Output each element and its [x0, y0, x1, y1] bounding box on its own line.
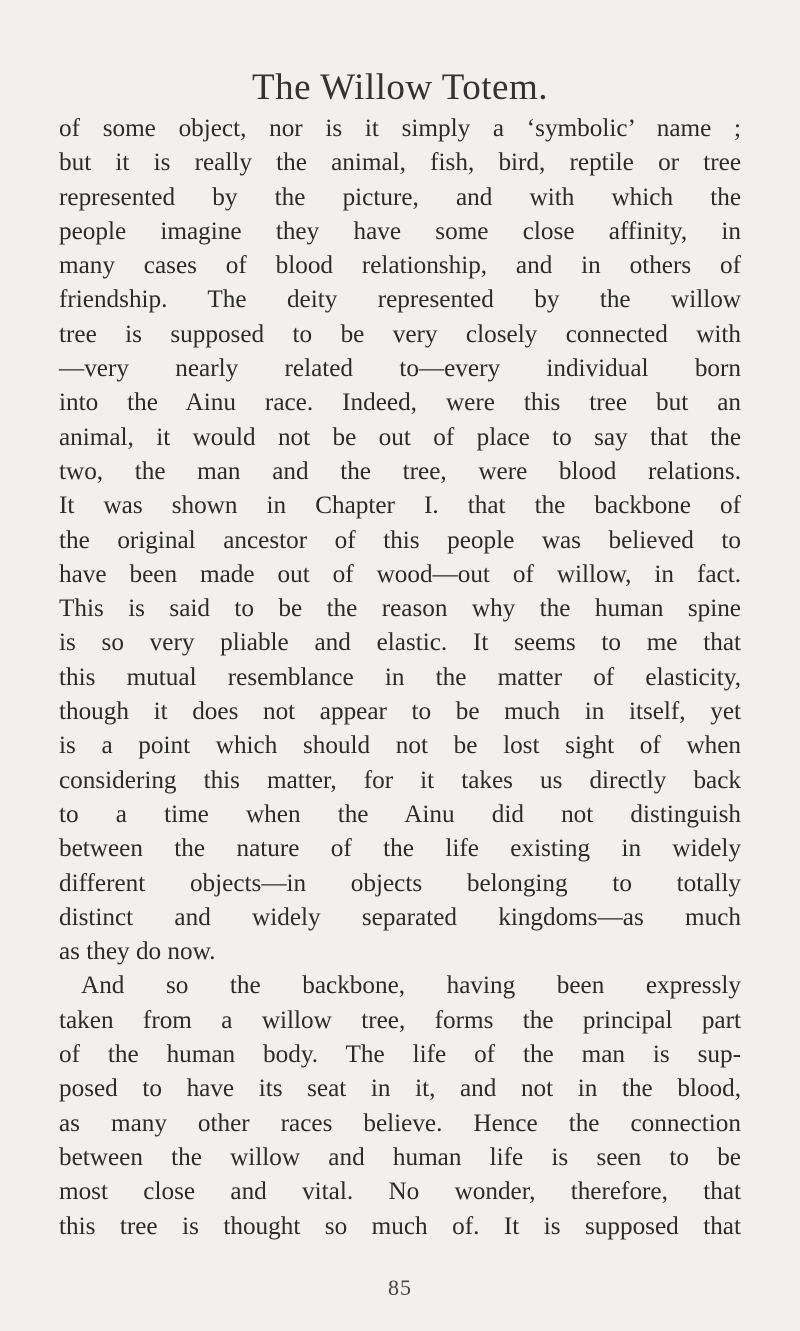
text-line: friendship. The deity represented by the willow: [59, 286, 741, 314]
text-line: though it does not appear to be much in itself, yet: [59, 698, 741, 726]
text-line: this mutual resemblance in the matter of elasticity,: [59, 663, 741, 691]
text-line: distinct and widely separated kingdoms—as much: [59, 903, 741, 931]
text-line: considering this matter, for it takes us directly back: [59, 766, 741, 794]
text-line: represented by the picture, and with which the: [59, 183, 741, 211]
paragraph-end-line: as they do now.: [59, 938, 216, 966]
text-line: this tree is thought so much of. It is supposed that: [59, 1212, 741, 1240]
page-number: 85: [388, 1275, 412, 1300]
text-line: between the nature of the life existing in widely: [59, 835, 741, 863]
text-line: people imagine they have some close affinity, in: [59, 217, 741, 245]
text-line: is so very pliable and elastic. It seems to me that: [59, 629, 741, 657]
text-line: of the human body. The life of the man is sup-: [59, 1041, 741, 1069]
running-head: The Willow Totem.: [252, 67, 548, 108]
text-line: of some object, nor is it simply a ‘symbolic’ name ;: [59, 115, 741, 142]
text-line: tree is supposed to be very closely connected with: [59, 320, 741, 348]
text-line: have been made out of wood—out of willow, in fact.: [59, 560, 741, 588]
text-line: animal, it would not be out of place to say that the: [59, 423, 741, 451]
text-line: as many other races believe. Hence the connection: [59, 1109, 741, 1137]
text-line: two, the man and the tree, were blood relations.: [59, 457, 741, 485]
text-line: different objects—in objects belonging to totally: [59, 869, 741, 897]
text-line: between the willow and human life is seen to be: [59, 1143, 741, 1171]
body-text: [59, 112, 741, 1244]
text-line: most close and vital. No wonder, therefore, that: [59, 1178, 741, 1206]
text-line: This is said to be the reason why the human spine: [59, 595, 741, 623]
text-line: to a time when the Ainu did not distinguish: [59, 800, 741, 828]
text-line: It was shown in Chapter I. that the backbone of: [59, 492, 741, 520]
text-line: taken from a willow tree, forms the principal part: [59, 1006, 741, 1034]
paragraph-start-line: And so the backbone, having been expressly: [81, 972, 741, 1000]
text-line: is a point which should not be lost sight of when: [59, 732, 741, 760]
text-line: many cases of blood relationship, and in others of: [59, 252, 741, 280]
text-line: posed to have its seat in it, and not in the blood,: [59, 1075, 741, 1103]
text-line: into the Ainu race. Indeed, were this tree but an: [59, 389, 741, 417]
text-line: —very nearly related to—every individual born: [59, 355, 741, 383]
text-line: the original ancestor of this people was believed to: [59, 526, 741, 554]
text-line: but it is really the animal, fish, bird, reptile or tree: [59, 149, 741, 177]
